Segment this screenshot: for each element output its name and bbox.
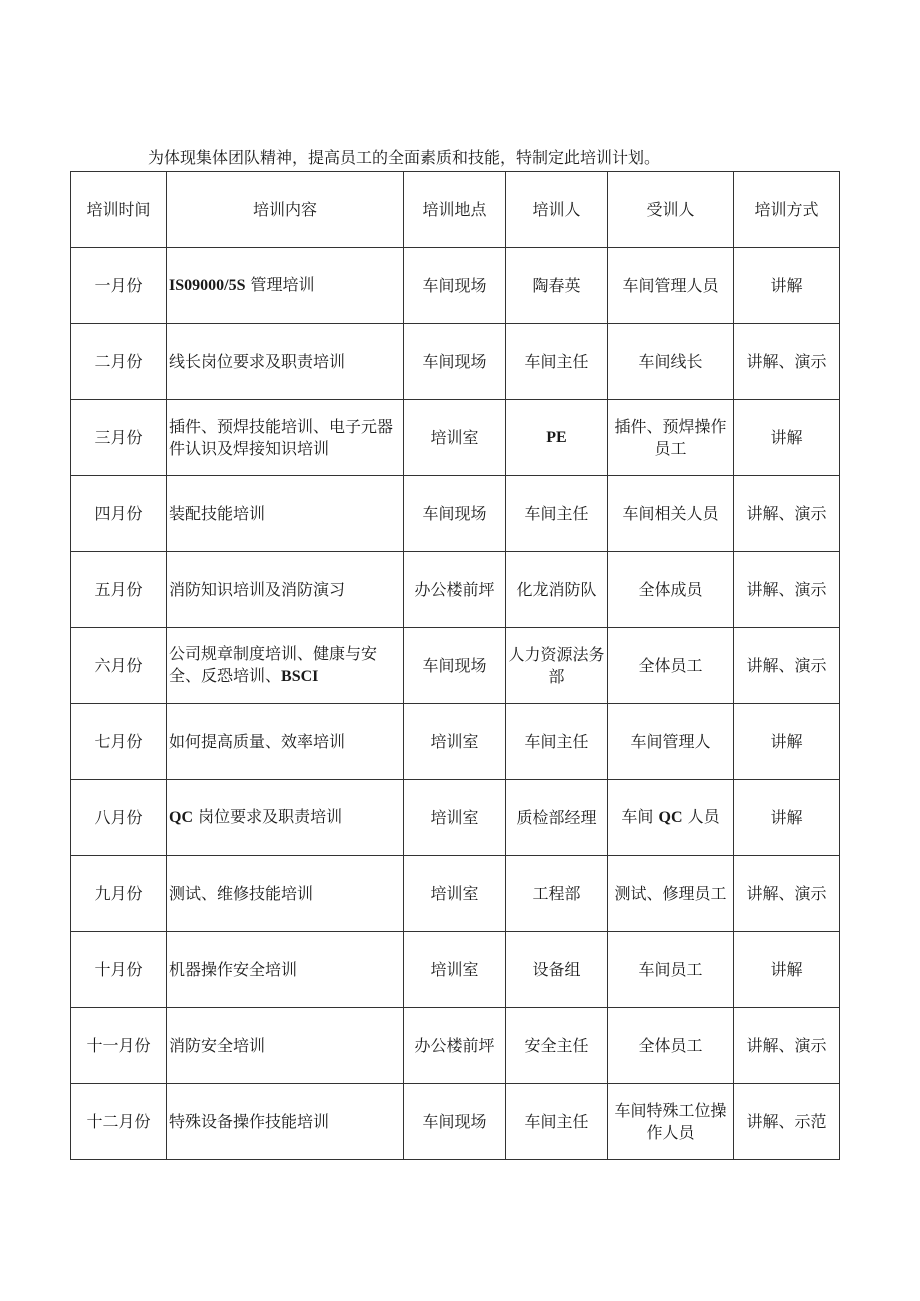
cell-month: 二月份 [71,324,167,400]
cell-month: 十月份 [71,932,167,1008]
cell-content: 线长岗位要求及职责培训 [167,324,404,400]
table-row [71,932,840,1008]
cell-month: 五月份 [71,552,167,628]
cell-place: 车间现场 [404,628,506,704]
cell-trainee: 车间线长 [608,324,734,400]
cell-trainee: 车间相关人员 [608,476,734,552]
table-row [71,1084,840,1160]
content-text: 管理培训 [245,275,315,294]
cell-month: 六月份 [71,628,167,704]
cell-place: 办公楼前坪 [404,1008,506,1084]
cell-month: 九月份 [71,856,167,932]
cell-month: 三月份 [71,400,167,476]
cell-month: 八月份 [71,780,167,856]
cell-trainee: 全体成员 [608,552,734,628]
trainee-prefix: 车间 [621,807,659,826]
cell-place: 办公楼前坪 [404,552,506,628]
cell-method: 讲解、演示 [734,476,840,552]
cell-place: 培训室 [404,704,506,780]
cell-method: 讲解 [734,932,840,1008]
cell-trainer: 车间主任 [506,476,608,552]
cell-place: 培训室 [404,856,506,932]
table-row [71,552,840,628]
cell-trainer: 车间主任 [506,324,608,400]
cell-place: 车间现场 [404,1084,506,1160]
cell-trainer: 陶春英 [506,248,608,324]
table-row [71,856,840,932]
content-latin: QC [169,809,193,826]
content-latin: BSCI [281,668,319,685]
cell-place: 培训室 [404,780,506,856]
cell-trainer: 工程部 [506,856,608,932]
cell-method: 讲解、演示 [734,1008,840,1084]
trainee-suffix: 人员 [682,807,720,826]
cell-trainer: 人力资源法务部 [506,628,608,704]
cell-trainer: 化龙消防队 [506,552,608,628]
cell-place: 车间现场 [404,248,506,324]
cell-trainee: 全体员工 [608,1008,734,1084]
trainee-latin: QC [658,809,683,826]
cell-trainee: 车间员工 [608,932,734,1008]
cell-month: 七月份 [71,704,167,780]
content-text: 公司规章制度培训、健康与安全、反恐培训、 [169,644,378,685]
cell-method: 讲解、演示 [734,324,840,400]
cell-content: 消防安全培训 [167,1008,404,1084]
trainer-latin: PE [546,429,567,446]
cell-content: 测试、维修技能培训 [167,856,404,932]
header-time: 培训时间 [71,172,167,248]
cell-content: 机器操作安全培训 [167,932,404,1008]
header-trainer: 培训人 [506,172,608,248]
cell-content: 消防知识培训及消防演习 [167,552,404,628]
cell-content: 特殊设备操作技能培训 [167,1084,404,1160]
cell-month: 一月份 [71,248,167,324]
cell-method: 讲解 [734,400,840,476]
header-trainee: 受训人 [608,172,734,248]
cell-method: 讲解 [734,704,840,780]
cell-month: 十二月份 [71,1084,167,1160]
cell-place: 培训室 [404,400,506,476]
cell-method: 讲解、演示 [734,552,840,628]
cell-content: 装配技能培训 [167,476,404,552]
cell-trainee: 车间管理人员 [608,248,734,324]
header-row [71,172,840,248]
table-row [71,704,840,780]
cell-month: 十一月份 [71,1008,167,1084]
cell-method: 讲解、演示 [734,628,840,704]
cell-trainer: 设备组 [506,932,608,1008]
cell-content: 插件、预焊技能培训、电子元器件认识及焊接知识培训 [167,400,404,476]
cell-trainee: 插件、预焊操作员工 [608,400,734,476]
cell-content [167,780,404,856]
content-text: 岗位要求及职责培训 [193,807,343,826]
cell-method: 讲解、演示 [734,856,840,932]
table-row [71,628,840,704]
cell-trainee: 测试、修理员工 [608,856,734,932]
header-method: 培训方式 [734,172,840,248]
cell-trainer: 车间主任 [506,1084,608,1160]
intro-text: 为体现集体团队精神，提高员工的全面素质和技能，特制定此培训计划。 [148,148,661,167]
cell-place: 车间现场 [404,476,506,552]
table-row [71,324,840,400]
cell-trainer: 安全主任 [506,1008,608,1084]
cell-place: 车间现场 [404,324,506,400]
content-latin: IS09000/5S [169,277,246,294]
cell-trainer: 质检部经理 [506,780,608,856]
header-content: 培训内容 [167,172,404,248]
table-row [71,476,840,552]
table-row [71,1008,840,1084]
cell-trainee: 全体员工 [608,628,734,704]
table-row [71,248,840,324]
cell-trainee: 车间特殊工位操作人员 [608,1084,734,1160]
table-row [71,400,840,476]
cell-content [167,248,404,324]
cell-method: 讲解 [734,780,840,856]
training-plan-table [70,171,840,1160]
cell-trainer [506,400,608,476]
cell-trainee: 车间管理人 [608,704,734,780]
cell-trainer: 车间主任 [506,704,608,780]
cell-trainee [608,780,734,856]
cell-place: 培训室 [404,932,506,1008]
cell-content: 如何提高质量、效率培训 [167,704,404,780]
header-place: 培训地点 [404,172,506,248]
cell-month: 四月份 [71,476,167,552]
table-row [71,780,840,856]
cell-content [167,628,404,704]
cell-method: 讲解、示范 [734,1084,840,1160]
cell-method: 讲解 [734,248,840,324]
